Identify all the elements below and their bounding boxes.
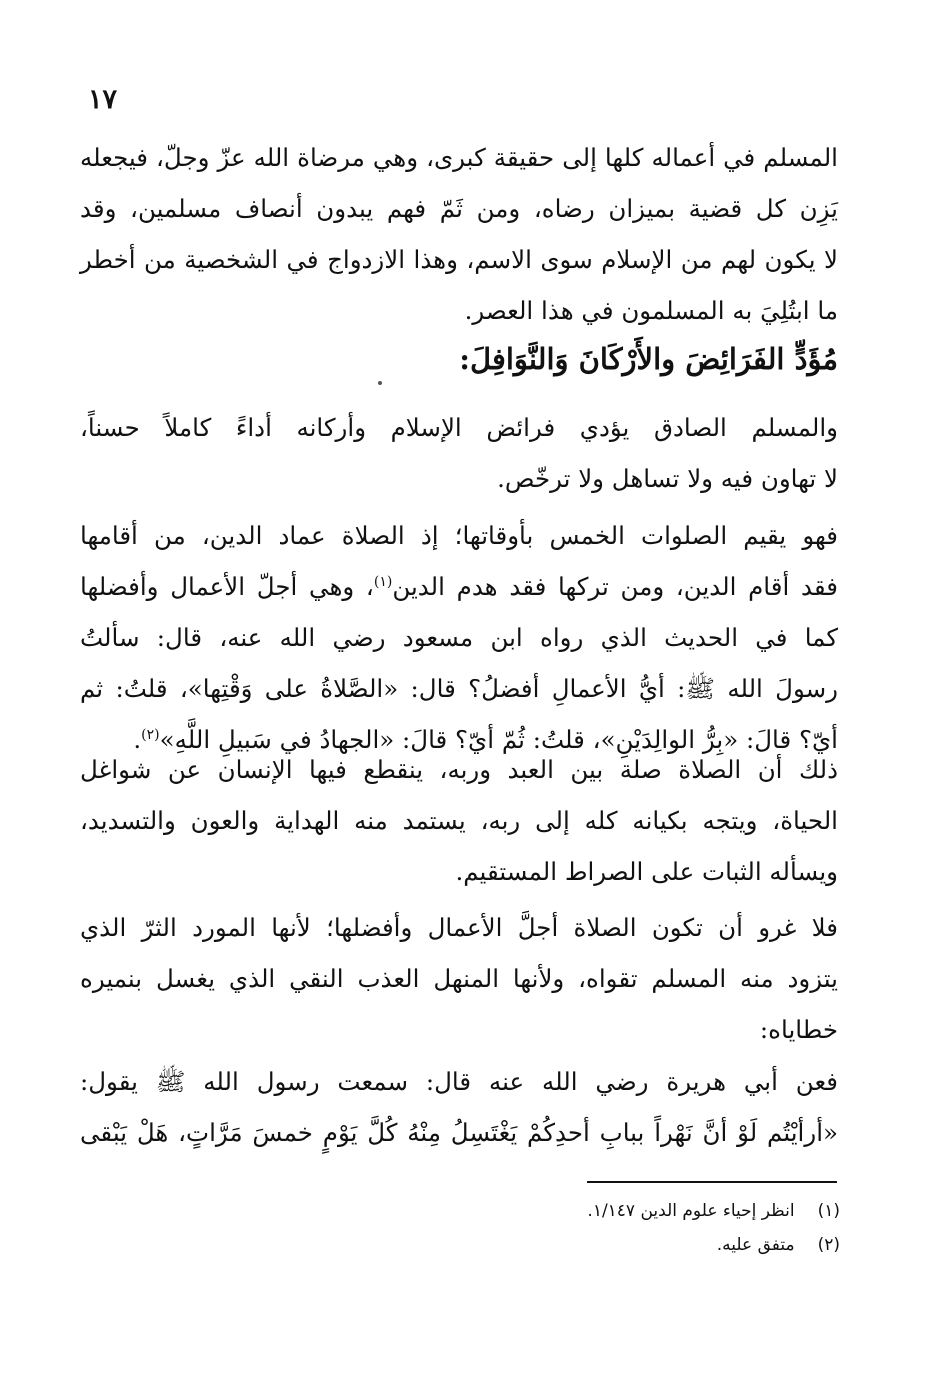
paragraph-4 [80,744,838,897]
footnote-ref-2: (٢) [141,726,160,743]
line-text: ، وهي أجلّ الأعمال وأفضلها [80,572,374,601]
paragraph-line: ما ابتُلِيَ به المسلمون في هذا العصر. [464,296,838,325]
paragraph-line: ويسأله الثبات على الصراط المستقيم. [455,857,838,886]
paragraph-line: يَزِن كل قضية بميزان رضاه، ومن ثَمّ فهم يبدون أنصاف مسلمين، وقد [80,194,838,223]
footnote-ref-1: (١) [373,573,393,590]
paragraph-line [80,561,838,612]
paragraph-line: فلا غرو أن تكون الصلاة أجلَّ الأعمال وأفضلها؛ لأنها المورد الثرّ الذي [80,913,838,942]
page-number: ١٧ [88,84,118,115]
footnote-text: متفق عليه. [716,1235,795,1255]
line-text: فقد أقام الدين، ومن تركها فقد هدم الدين [392,572,838,601]
footnote-separator [587,1181,837,1183]
paragraph-line: رسولَ الله ﷺ: أيُّ الأعمالِ أفضلُ؟ قال: «الصَّلاةُ على وَقْتِها»، قلتُ: ثم [80,674,838,703]
footnote-2 [300,1228,840,1262]
paragraph-line: فعن أبي هريرة رضي الله عنه قال: سمعت رسول الله ﷺ يقول: [80,1067,838,1096]
section-heading: مُؤَدٍّ الفَرَائِضَ والأَرْكَانَ وَالنَّوَافِلَ: [459,342,838,376]
line-text: . [133,725,142,754]
paragraph-5 [80,902,838,1055]
paragraph-line: ذلك أن الصلاة صلة بين العبد وربه، ينقطع فيها الإنسان عن شواغل [80,755,838,784]
paragraph-2 [80,402,838,504]
footnote-number: (١) [817,1201,840,1221]
paragraph-line: خطاياه: [759,1015,838,1044]
footnote-text: انظر إحياء علوم الدين ١/١٤٧. [587,1201,795,1221]
paragraph-line: كما في الحديث الذي رواه ابن مسعود رضي الله عنه، قال: سألتُ [80,623,838,652]
paragraph-line: المسلم في أعماله كلها إلى حقيقة كبرى، وهي مرضاة الله عزّ وجلّ، فيجعله [80,143,838,172]
line-text: أيّ؟ قالَ: «بِرُّ الوالِدَيْنِ»، قلتُ: ثُمّ أيّ؟ قالَ: «الجهادُ في سَبيلِ اللَّهِ» [159,725,838,754]
paragraph-line: فهو يقيم الصلوات الخمس بأوقاتها؛ إذ الصلاة عماد الدين، من أقامها [80,521,838,550]
paragraph-line: والمسلم الصادق يؤدي فرائض الإسلام وأركانه أداءً كاملاً حسناً، [80,413,838,442]
paragraph-line: «أرأيْتُم لَوْ أنَّ نَهْراً ببابِ أحدِكُمْ يَغْتَسِلُ مِنْهُ كُلَّ يَوْمٍ خمسَ مَرَّاتٍ، هَلْ يَبْقى [80,1118,838,1147]
footnote-1 [300,1194,840,1228]
paragraph-3 [80,510,838,765]
paragraph-line: لا تهاون فيه ولا تساهل ولا ترخّص. [497,464,838,493]
paragraph-line: يتزود منه المسلم تقواه، ولأنها المنهل العذب النقي الذي يغسل بنميره [80,964,838,993]
paragraph-1 [80,132,838,336]
stray-mark [378,381,382,385]
paragraph-line: لا يكون لهم من الإسلام سوى الاسم، وهذا الازدواج في الشخصية من أخطر [80,245,838,274]
paragraph-line: الحياة، ويتجه بكيانه كله إلى ربه، يستمد منه الهداية والعون والتسديد، [80,806,838,835]
footnotes [300,1194,840,1262]
paragraph-6 [80,1056,838,1158]
footnote-number: (٢) [817,1235,840,1255]
